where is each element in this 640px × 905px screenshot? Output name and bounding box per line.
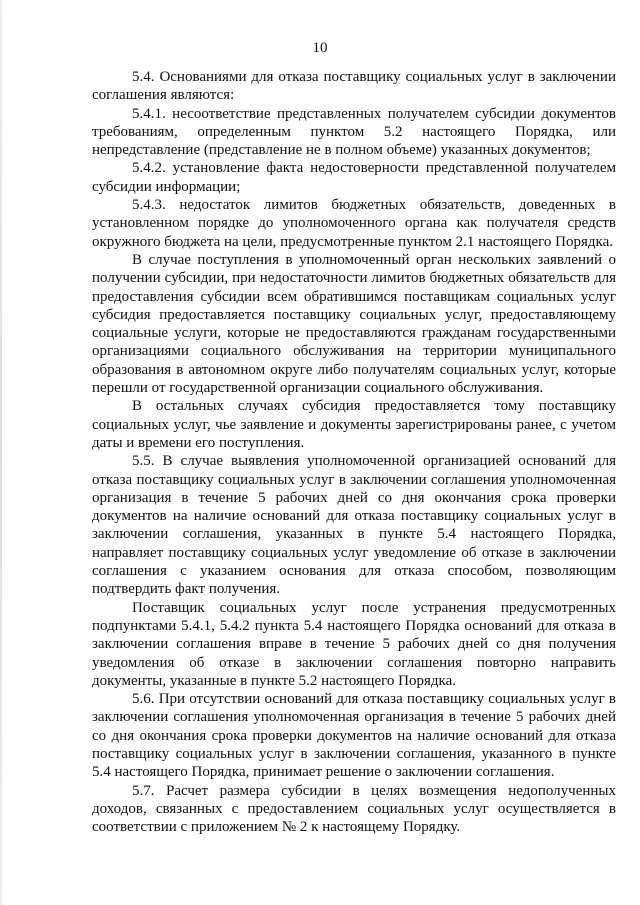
paragraph-5-4: 5.4. Основаниями для отказа поставщику социальных услуг в заключении соглашения являются: <box>92 69 616 104</box>
paragraph-resubmission: Поставщик социальных услуг после устранения предусмотренных подпунктами 5.4.1, 5.4.2 пункта 5.4 настоящего Порядка оснований для отказа в заключении соглашения вправе в течение 5 рабочих дней со дня получения уведомления об отказе в заключении соглашения повторно направить документы, указанные в пункте 5.2 настоящего Порядка. <box>92 599 616 689</box>
document-body <box>92 68 616 836</box>
paragraph-5-7: 5.7. Расчет размера субсидии в целях возмещения недополученных доходов, связанных с предоставлением социальных услуг осуществляется в соответствии с приложением № 2 к настоящему Порядку. <box>92 782 616 836</box>
paragraph-5-6: 5.6. При отсутствии оснований для отказа поставщику социальных услуг в заключении соглашения уполномоченная организация в течение 5 рабочих дней со дня окончания срока проверки документов на наличие оснований для отказа поставщику социальных услуг в заключении соглашения, указанного в пункте 5.4 настоящего Порядка, принимает решение о заключении соглашения. <box>92 691 616 781</box>
paragraph-multiple-applications: В случае поступления в уполномоченный орган нескольких заявлений о получении субсидии, при недостаточности лимитов бюджетных обязательств для предоставления субсидии всем обратившимся поставщикам социальных услуг субсидия предоставляется поставщику социальных услуг, предоставляющему социальные услуги, которые не предоставляются гражданам государственными организациями социального обслуживания на территории муниципального образования в автономном округе либо получателям социальных услуг, которые перешли от государственной организации социального обслуживания. <box>92 251 616 397</box>
paragraph-other-cases: В остальных случаях субсидия предоставляется тому поставщику социальных услуг, чье заявление и документы зарегистрированы ранее, с учетом даты и времени его поступления. <box>92 398 616 451</box>
paragraph-5-4-1: 5.4.1. несоответствие представленных получателем субсидии документов требованиям, определенным пунктом 5.2 настоящего Порядка, или непредставление (представление не в полном объеме) указанных документов; <box>92 105 616 159</box>
paragraph-5-4-2: 5.4.2. установление факта недостоверности представленной получателем субсидии информации; <box>92 160 616 195</box>
page-edge <box>0 0 2 905</box>
paragraph-5-5: 5.5. В случае выявления уполномоченной организацией оснований для отказа поставщику социальных услуг в заключении соглашения уполномоченная организация в течение 5 рабочих дней со дня окончания срока проверки документов на наличие оснований для отказа поставщику социальных услуг в заключении соглашения, указанных в пункте 5.4 настоящего Порядка, направляет поставщику социальных услуг уведомление об отказе в заключении соглашения с указанием основания для отказа способом, позволяющим подтвердить факт получения. <box>92 453 616 598</box>
page-number: 10 <box>312 40 328 56</box>
paragraph-5-4-3: 5.4.3. недостаток лимитов бюджетных обязательств, доведенных в установленном порядке до уполномоченного органа как получателя средств окружного бюджета на цели, предусмотренные пунктом 2.1 настоящего Порядка. <box>92 197 616 250</box>
